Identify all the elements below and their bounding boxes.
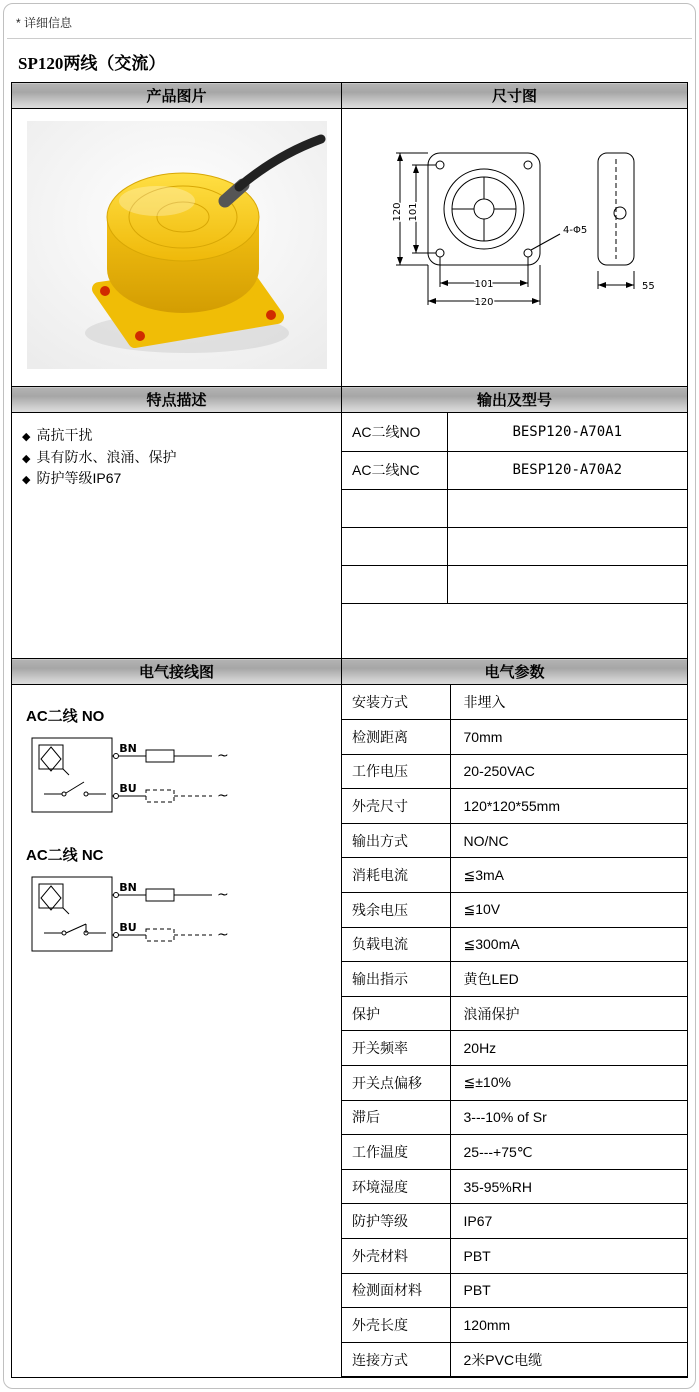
param-name-cell: 输出方式 [342,823,450,858]
param-value-cell: ≦±10% [450,1066,687,1101]
param-name-cell: 环境湿度 [342,1169,450,1204]
ac-symbol: ~ [217,887,229,903]
bu-wire-label: BU [119,921,137,934]
wiring-nc-label: AC二线 NC [26,847,104,864]
param-name-cell: 工作电压 [342,754,450,789]
param-row [342,1100,687,1135]
param-name-cell: 开关频率 [342,1031,450,1066]
param-value-cell: NO/NC [450,823,687,858]
output-model-value-cell: BESP120-A70A2 [447,451,687,489]
param-name-cell: 安装方式 [342,685,450,720]
param-name-cell: 消耗电流 [342,858,450,893]
load-symbol [146,750,174,762]
param-value-cell: 浪涌保护 [450,996,687,1031]
product-photo-image [27,121,327,369]
output-model-value-cell: BESP120-A70A1 [447,413,687,451]
param-value-cell: 20Hz [450,1031,687,1066]
param-name-cell: 负载电流 [342,927,450,962]
param-value-cell: 3---10% of Sr [450,1100,687,1135]
mount-hole [436,161,444,169]
output-model-value-cell [447,489,687,527]
param-name-cell: 检测面材料 [342,1273,450,1308]
no-contact-lever [66,782,84,793]
features-list [12,413,342,659]
electrical-params-cell [342,685,688,1378]
param-value-cell: 2米PVC电缆 [450,1342,687,1377]
header-params: 电气参数 [342,659,688,685]
param-row [342,1169,687,1204]
bn-wire-label: BN [119,881,137,894]
dim-inner-height-label: 101 [407,202,419,222]
output-model-value-cell [447,565,687,603]
param-value-cell: 120*120*55mm [450,789,687,824]
output-type-cell: AC二线NO [342,413,447,451]
load-symbol-dashed [146,929,174,941]
page-container [3,3,696,1389]
feature-text: 高抗干扰 [36,427,93,443]
output-type-cell [342,565,447,603]
dimension-drawing-cell [342,109,688,387]
param-value-cell: ≦300mA [450,927,687,962]
screw-dot [135,331,145,341]
proximity-symbol [41,886,61,910]
param-value-cell: PBT [450,1239,687,1274]
diamond-bullet-icon: ◆ [22,452,31,465]
output-model-row [342,413,687,451]
dim-inner-width-label: 101 [473,279,494,290]
param-row [342,1239,687,1274]
param-name-cell: 外壳尺寸 [342,789,450,824]
hole-leader-line [531,234,560,250]
param-value-cell: 120mm [450,1308,687,1343]
dim-holes-label: 4-Φ5 [562,225,587,236]
dim-outer-width-label: 120 [473,297,494,308]
page-title: SP120两线（交流） [18,54,166,73]
param-row [342,789,687,824]
param-name-cell: 外壳材料 [342,1239,450,1274]
header-product-image: 产品图片 [12,83,342,109]
param-row [342,823,687,858]
ac-symbol: ~ [217,748,229,764]
param-row [342,1342,687,1377]
detail-info-note: * 详细信息 [16,16,73,30]
feature-item [22,468,331,490]
param-row [342,962,687,997]
sensor-box [32,877,112,951]
param-row [342,754,687,789]
diamond-bullet-icon: ◆ [22,474,31,487]
param-row [342,1031,687,1066]
output-type-cell [342,527,447,565]
wiring-no-diagram [28,732,318,824]
param-row [342,1066,687,1101]
header-features: 特点描述 [12,387,342,413]
param-row [342,1308,687,1343]
sensing-face-circle [474,199,494,219]
output-model-value-cell [447,527,687,565]
highlight [119,186,195,216]
param-row [342,996,687,1031]
param-name-cell: 检测距离 [342,720,450,755]
dimension-drawing-image [350,131,680,359]
load-symbol [146,889,174,901]
param-value-cell: IP67 [450,1204,687,1239]
param-row [342,720,687,755]
wiring-no-label: AC二线 NO [26,708,105,725]
output-model-row [342,527,687,565]
feature-item [22,425,331,447]
param-value-cell: 20-250VAC [450,754,687,789]
ac-symbol: ~ [217,788,229,804]
param-row [342,893,687,928]
electrical-params-table [342,685,687,1377]
output-type-cell: AC二线NC [342,451,447,489]
header-output-model: 输出及型号 [342,387,688,413]
mount-hole [524,161,532,169]
param-value-cell: ≦10V [450,893,687,928]
output-type-cell [342,489,447,527]
front-view-outline [428,153,540,265]
product-photo-cell [12,109,342,387]
param-row [342,1135,687,1170]
bu-wire-label: BU [119,782,137,795]
param-name-cell: 残余电压 [342,893,450,928]
product-spec-table [11,82,688,1378]
load-symbol-dashed [146,790,174,802]
param-value-cell: 35-95%RH [450,1169,687,1204]
output-model-cell [342,413,688,659]
side-hole [614,207,626,219]
screw-dot [100,286,110,296]
ac-symbol: ~ [217,927,229,943]
feature-text: 防护等级IP67 [36,470,122,487]
param-name-cell: 连接方式 [342,1342,450,1377]
output-model-table [342,413,687,604]
output-model-row [342,565,687,603]
param-name-cell: 外壳长度 [342,1308,450,1343]
nc-contact-lever [66,924,86,933]
feature-text: 具有防水、浪涌、保护 [36,448,177,465]
param-value-cell: ≦3mA [450,858,687,893]
bn-wire-label: BN [119,742,137,755]
param-value-cell: PBT [450,1273,687,1308]
param-value-cell: 非埋入 [450,685,687,720]
param-name-cell: 输出指示 [342,962,450,997]
output-model-row [342,489,687,527]
diamond-bullet-icon: ◆ [22,431,31,443]
dim-side-width-label: 55 [641,281,655,292]
mount-hole [436,249,444,257]
param-value-cell: 25---+75℃ [450,1135,687,1170]
wiring-nc-diagram [28,871,318,963]
feature-item [22,447,331,469]
output-model-row [342,451,687,489]
param-name-cell: 开关点偏移 [342,1066,450,1101]
param-value-cell: 70mm [450,720,687,755]
dim-outer-height-label: 120 [391,202,403,222]
param-row [342,1204,687,1239]
param-name-cell: 滞后 [342,1100,450,1135]
proximity-symbol [41,747,61,771]
param-name-cell: 防护等级 [342,1204,450,1239]
param-row [342,927,687,962]
param-name-cell: 保护 [342,996,450,1031]
param-value-cell: 黄色LED [450,962,687,997]
screw-dot [266,310,276,320]
mount-hole [524,249,532,257]
sensor-box [32,738,112,812]
param-row [342,685,687,720]
header-wiring: 电气接线图 [12,659,342,685]
wiring-diagram-cell [12,685,342,1378]
param-row [342,1273,687,1308]
header-dimension: 尺寸图 [342,83,688,109]
param-name-cell: 工作温度 [342,1135,450,1170]
param-row [342,858,687,893]
